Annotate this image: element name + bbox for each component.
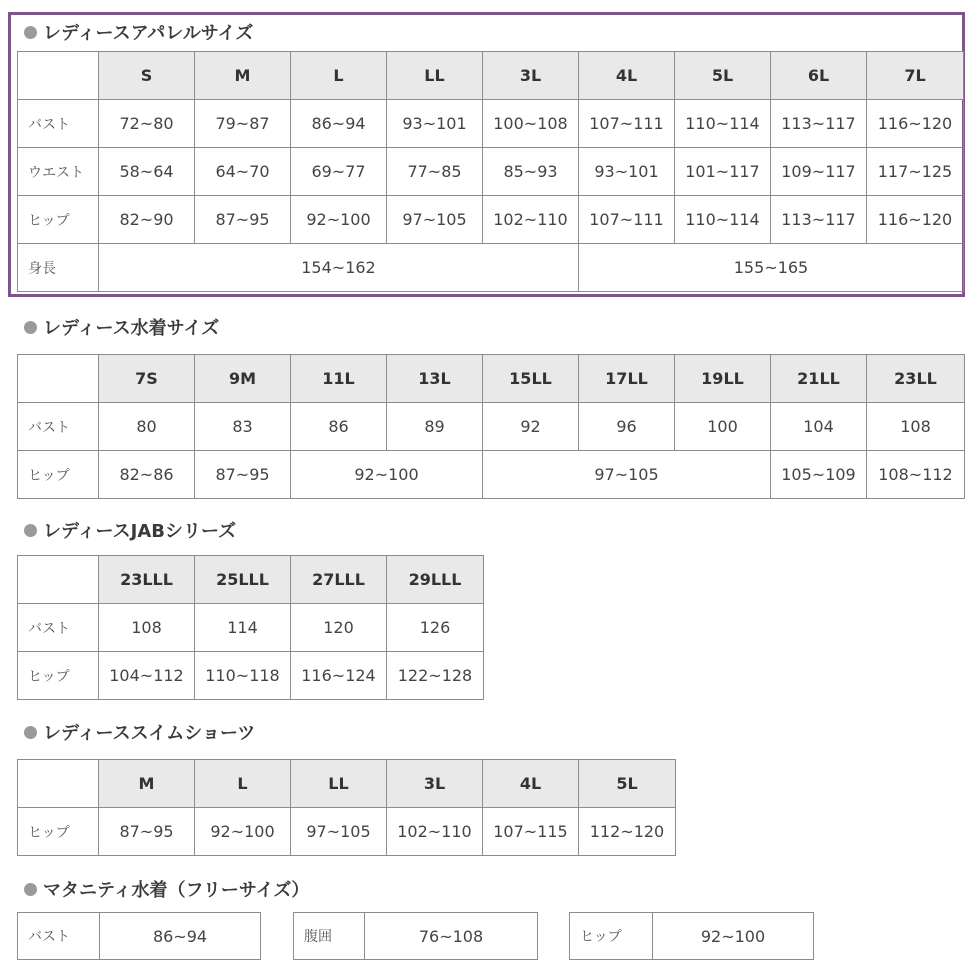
table-cell: 87~95: [195, 451, 291, 499]
shorts-size-table: [17, 759, 676, 856]
row-label: 腹囲: [294, 913, 365, 959]
corner-cell: [18, 52, 99, 100]
header-cell: 3L: [387, 760, 483, 808]
table-cell: 110~118: [195, 652, 291, 700]
section-title-jab: [24, 517, 236, 543]
header-cell: 29LLL: [387, 556, 484, 604]
hip-row: [18, 808, 676, 856]
bullet-icon: [24, 524, 37, 537]
row-label: バスト: [18, 913, 100, 959]
bullet-icon: [24, 321, 37, 334]
row-label: バスト: [18, 403, 99, 451]
height-row: [18, 244, 964, 292]
section-title-apparel: [24, 19, 253, 45]
hip-row: [18, 451, 965, 499]
table-cell: 120: [291, 604, 387, 652]
table-cell: 104: [771, 403, 867, 451]
header-cell: 21LL: [771, 355, 867, 403]
apparel-title: レディースアパレルサイズ: [43, 23, 254, 44]
header-cell: 6L: [771, 52, 867, 100]
table-cell: 117~125: [867, 148, 964, 196]
hip-row: [18, 196, 964, 244]
table-cell: 93~101: [579, 148, 675, 196]
header-cell: S: [99, 52, 195, 100]
header-cell: 9M: [195, 355, 291, 403]
table-cell: 86~94: [291, 100, 387, 148]
swimwear-title: レディース水着サイズ: [43, 318, 220, 339]
row-label: ヒップ: [18, 196, 99, 244]
header-cell: LL: [387, 52, 483, 100]
maternity-bust-value: 86~94: [152, 926, 208, 946]
bullet-icon: [24, 726, 37, 739]
table-cell: 97~105: [483, 451, 771, 499]
corner-cell: [18, 355, 99, 403]
table-cell: 102~110: [483, 196, 579, 244]
table-cell: 102~110: [387, 808, 483, 856]
table-cell: 105~109: [771, 451, 867, 499]
jab-size-table: [17, 555, 484, 700]
header-cell: 17LL: [579, 355, 675, 403]
header-cell: 25LLL: [195, 556, 291, 604]
header-cell: 23LL: [867, 355, 965, 403]
table-cell: 107~115: [483, 808, 579, 856]
table-cell: 85~93: [483, 148, 579, 196]
row-label: ヒップ: [18, 451, 99, 499]
maternity-belly-box: [293, 912, 538, 960]
header-cell: L: [291, 52, 387, 100]
header-cell: 4L: [483, 760, 579, 808]
table-cell: 87~95: [99, 808, 195, 856]
header-cell: 3L: [483, 52, 579, 100]
table-cell: 116~120: [867, 196, 964, 244]
table-cell: 93~101: [387, 100, 483, 148]
section-title-swimwear: [24, 314, 219, 340]
table-cell: 101~117: [675, 148, 771, 196]
table-cell: 109~117: [771, 148, 867, 196]
swimwear-size-table: [17, 354, 965, 499]
header-cell: 19LL: [675, 355, 771, 403]
table-cell: 77~85: [387, 148, 483, 196]
table-cell: 86: [291, 403, 387, 451]
header-cell: 13L: [387, 355, 483, 403]
bust-row: [18, 100, 964, 148]
table-cell: 72~80: [99, 100, 195, 148]
table-cell: 79~87: [195, 100, 291, 148]
header-cell: M: [99, 760, 195, 808]
table-cell: 108: [99, 604, 195, 652]
jab-title: レディースJABシリーズ: [43, 521, 237, 542]
row-label: ヒップ: [18, 808, 99, 856]
hip-row: [18, 652, 484, 700]
table-cell: 108~112: [867, 451, 965, 499]
maternity-bust-box: [17, 912, 261, 960]
table-cell: 107~111: [579, 196, 675, 244]
table-cell: 110~114: [675, 100, 771, 148]
header-cell: 23LLL: [99, 556, 195, 604]
row-label: 身長: [18, 244, 99, 292]
table-cell: 82~90: [99, 196, 195, 244]
bust-row: [18, 604, 484, 652]
corner-cell: [18, 556, 99, 604]
table-cell: 92~100: [291, 451, 483, 499]
table-cell: 82~86: [99, 451, 195, 499]
table-cell: 113~117: [771, 196, 867, 244]
table-cell: 114: [195, 604, 291, 652]
header-cell: 5L: [579, 760, 676, 808]
table-cell: 112~120: [579, 808, 676, 856]
header-cell: M: [195, 52, 291, 100]
row-label: バスト: [18, 604, 99, 652]
table-cell: 64~70: [195, 148, 291, 196]
maternity-hip-value: 92~100: [700, 926, 766, 946]
row-label: バスト: [18, 100, 99, 148]
header-row: [18, 760, 676, 808]
bullet-icon: [24, 26, 37, 39]
table-cell: 96: [579, 403, 675, 451]
bust-row: [18, 403, 965, 451]
header-cell: 11L: [291, 355, 387, 403]
section-title-maternity: [24, 876, 309, 902]
table-cell: 92~100: [195, 808, 291, 856]
table-cell: 110~114: [675, 196, 771, 244]
table-cell: 97~105: [291, 808, 387, 856]
apparel-size-table: [17, 51, 964, 292]
row-label: ヒップ: [18, 652, 99, 700]
table-cell: 107~111: [579, 100, 675, 148]
header-row: [18, 52, 964, 100]
table-cell: 100~108: [483, 100, 579, 148]
bullet-icon: [24, 883, 37, 896]
table-cell: 83: [195, 403, 291, 451]
table-cell: 122~128: [387, 652, 484, 700]
table-cell: 104~112: [99, 652, 195, 700]
section-title-shorts: [24, 719, 255, 745]
header-cell: 5L: [675, 52, 771, 100]
table-cell: 100: [675, 403, 771, 451]
table-cell: 92: [483, 403, 579, 451]
row-label: ウエスト: [18, 148, 99, 196]
header-cell: 27LLL: [291, 556, 387, 604]
waist-row: [18, 148, 964, 196]
maternity-title: マタニティ水着（フリーサイズ）: [43, 880, 310, 901]
table-cell: 155~165: [579, 244, 964, 292]
header-cell: 4L: [579, 52, 675, 100]
table-cell: 116~120: [867, 100, 964, 148]
table-cell: 113~117: [771, 100, 867, 148]
table-cell: 116~124: [291, 652, 387, 700]
table-cell: 87~95: [195, 196, 291, 244]
table-cell: 58~64: [99, 148, 195, 196]
table-cell: 108: [867, 403, 965, 451]
table-cell: 69~77: [291, 148, 387, 196]
header-cell: 7L: [867, 52, 964, 100]
table-cell: 126: [387, 604, 484, 652]
header-cell: LL: [291, 760, 387, 808]
table-cell: 97~105: [387, 196, 483, 244]
table-cell: 89: [387, 403, 483, 451]
maternity-belly-value: 76~108: [418, 926, 484, 946]
header-cell: L: [195, 760, 291, 808]
maternity-hip-box: [569, 912, 814, 960]
header-cell: 7S: [99, 355, 195, 403]
table-cell: 92~100: [291, 196, 387, 244]
header-row: [18, 556, 484, 604]
table-cell: 80: [99, 403, 195, 451]
row-label: ヒップ: [570, 913, 653, 959]
header-row: [18, 355, 965, 403]
corner-cell: [18, 760, 99, 808]
shorts-title: レディーススイムショーツ: [43, 723, 256, 744]
header-cell: 15LL: [483, 355, 579, 403]
table-cell: 154~162: [99, 244, 579, 292]
